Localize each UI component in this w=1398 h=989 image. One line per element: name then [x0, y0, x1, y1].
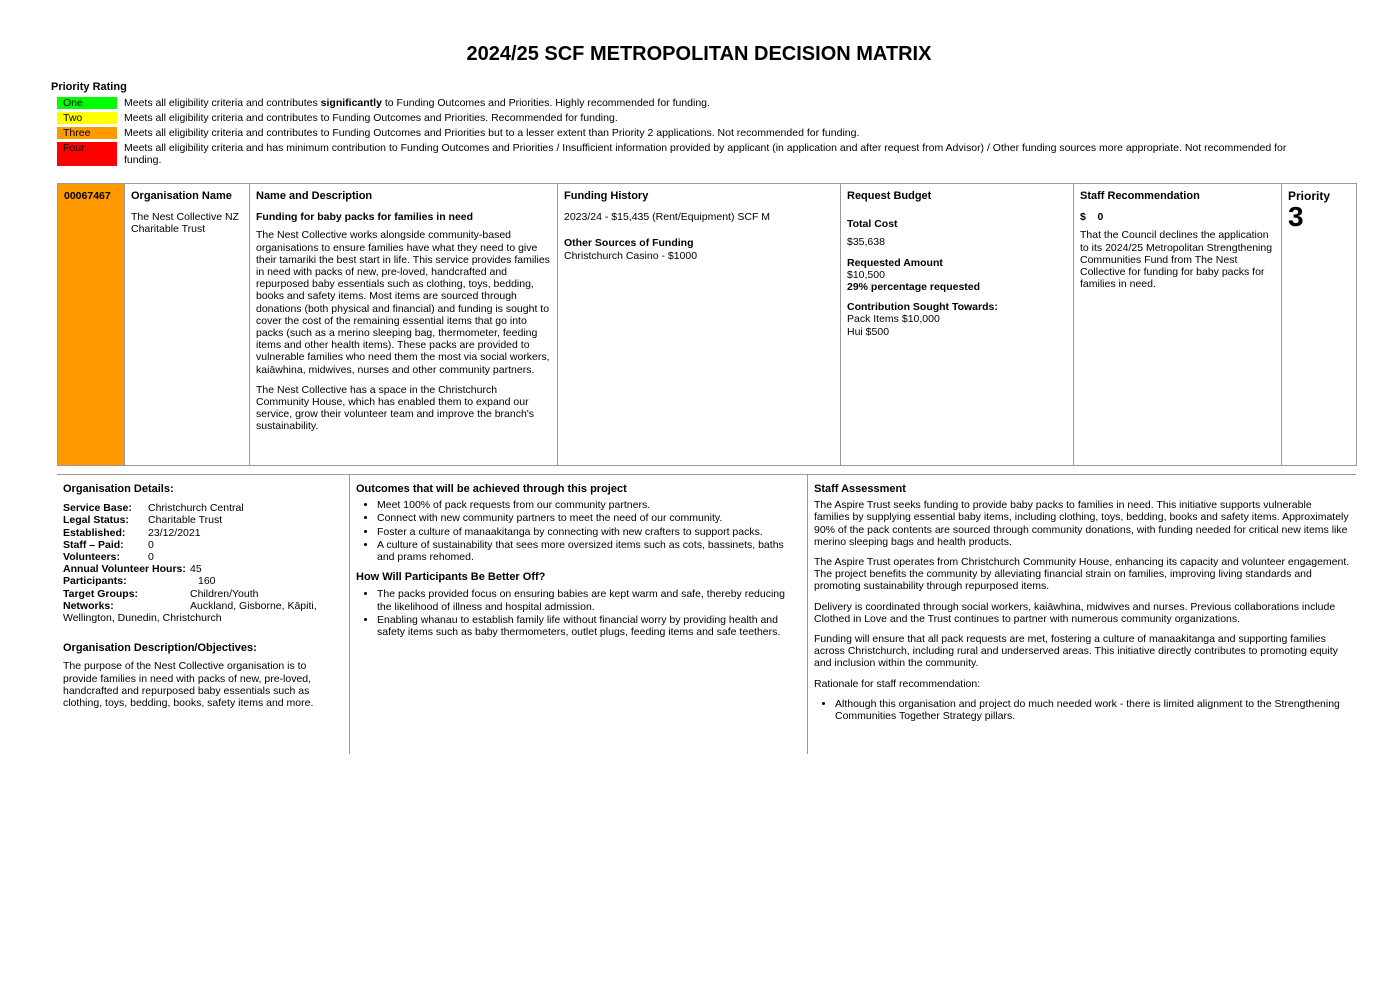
detail-row: Service Base: Christchurch Central — [63, 502, 244, 515]
page-title: 2024/25 SCF METROPOLITAN DECISION MATRIX — [466, 43, 932, 65]
organisation-details-column — [57, 475, 349, 754]
rationale-heading: Rationale for staff recommendation: — [814, 677, 981, 690]
staff-assessment-column — [807, 475, 1356, 754]
priority-swatch-four: Four — [57, 142, 117, 166]
requested-amount-label: Requested Amount — [847, 256, 943, 269]
legend-row-three — [57, 127, 1317, 139]
org-name-header: Organisation Name — [131, 190, 232, 202]
detail-row: Legal Status: Charitable Trust — [63, 514, 223, 527]
better-off-heading: How Will Participants Be Better Off? — [356, 571, 546, 584]
project-title: Funding for baby packs for families in need — [256, 211, 474, 224]
total-cost-value: $35,638 — [847, 236, 885, 249]
other-funding-line: Christchurch Casino - $1000 — [564, 249, 698, 262]
assessment-paragraph: Delivery is coordinated through social workers, kaiāwhina, midwives and nurses. Previous collaborations include Clothed in Love and the Trust continues to partner with numerous community organizations. — [814, 600, 1336, 625]
percentage-requested: 29% percentage requested — [847, 281, 981, 294]
detail-row: Target Groups: Children/Youth — [63, 587, 259, 600]
description-paragraph: The Nest Collective has a space in the Christchurch Community House, which has enabled them to expand our service, grow their volunteer team and improve the branch's sustainability. — [256, 383, 535, 433]
priority-swatch-three: Three — [57, 127, 117, 139]
request-budget-header: Request Budget — [847, 190, 932, 202]
better-off-list — [356, 588, 801, 638]
legend-desc-three: Meets all eligibility criteria and contributes to Funding Outcomes and Priorities but to a lesser extent than Priority 2 applications. Not recommended for funding. — [124, 127, 860, 139]
priority-rating-heading: Priority Rating — [51, 81, 127, 93]
detail-row: Networks: Auckland, Gisborne, Kāpiti, — [63, 599, 317, 612]
detail-row: Annual Volunteer Hours: 45 — [63, 563, 202, 576]
assessment-paragraph: The Aspire Trust seeks funding to provide baby packs to families in need. This initiative supports vulnerable families by supplying essential baby items, including clothing, toys, bedding, books and safety items. Approximately 90% of the pack contents are sourced through community donations, with funding needed for critical new items like merino sleeping bags and health products. — [814, 499, 1349, 548]
description-cell — [250, 184, 558, 466]
list-item: • Although this organisation and project do much needed work - there is limited alignment to the Strengthening Communities Together Strategy pillars. — [835, 698, 1350, 722]
list-item: • A culture of sustainability that sees more oversized items such as cots, bassinets, baths and prams rehomed. — [377, 539, 801, 563]
list-item: • Connect with new community partners to meet the need of our community. — [377, 512, 801, 524]
priority-swatch-one: One — [57, 97, 117, 109]
networks-continued: Wellington, Dunedin, Christchurch — [63, 612, 222, 625]
org-name: The Nest Collective NZ Charitable Trust — [131, 211, 239, 236]
name-desc-header: Name and Description — [256, 190, 373, 202]
requested-amount-value: $10,500 — [847, 268, 885, 281]
legend-row-two — [57, 112, 1317, 124]
organisation-cell — [125, 184, 250, 466]
legend-desc-four: Meets all eligibility criteria and has minimum contribution to Funding Outcomes and Priorities / Insufficient information provided by applicant (in application and after request from Advisor) / Other funding sources more appropriate. Not recommended for funding. — [124, 142, 1287, 166]
priority-value: 3 — [1288, 201, 1304, 233]
funding-history-header: Funding History — [564, 190, 649, 202]
priority-legend — [57, 97, 1317, 169]
org-objectives-heading: Organisation Description/Objectives: — [63, 642, 257, 655]
staff-recommendation-cell — [1074, 184, 1282, 466]
contribution-item: Hui $500 — [847, 325, 890, 338]
list-item: • Enabling whanau to establish family life without financial worry by providing health and safety items such as baby thermometers, outlet plugs, feeding items and safe teethers. — [377, 614, 801, 638]
detail-row: Established: 23/12/2021 — [63, 526, 201, 539]
legend-row-four — [57, 142, 1317, 166]
priority-cell — [1282, 184, 1357, 466]
recommendation-text: That the Council declines the application to its 2024/25 Metropolitan Strengthening Communities Fund from The Nest Collective for funding for baby packs for families in need. — [1080, 229, 1273, 291]
other-funding-header: Other Sources of Funding — [564, 237, 694, 250]
org-objectives-text: The purpose of the Nest Collective organisation is to provide families in need with packs of new, pre-loved, handcrafted and repurposed baby essentials such as clothing, toys, bedding, books, safety items and more. — [63, 660, 314, 710]
detail-row: Volunteers: 0 — [63, 551, 154, 564]
total-cost-label: Total Cost — [847, 218, 898, 231]
outcomes-heading: Outcomes that will be achieved through this project — [356, 483, 627, 495]
staff-assessment-heading: Staff Assessment — [814, 483, 906, 495]
list-item: • Meet 100% of pack requests from our community partners. — [377, 499, 801, 511]
rationale-list — [814, 698, 1350, 722]
contribution-item: Pack Items $10,000 — [847, 313, 940, 326]
assessment-paragraph: Funding will ensure that all pack requests are met, fostering a culture of manaakitanga and supporting families across Christchurch, including rural and underserved areas. This initiative directly contributes to promoting equity and inclusion within the community. — [814, 633, 1338, 670]
list-item: • Foster a culture of manaakitanga by connecting with new crafters to support packs. — [377, 526, 801, 538]
priority-swatch-two: Two — [57, 112, 117, 124]
staff-recommendation-header: Staff Recommendation — [1080, 190, 1200, 202]
legend-desc-one: Meets all eligibility criteria and contributes significantly to Funding Outcomes and Priorities. Highly recommended for funding. — [124, 97, 710, 109]
funding-history-line: 2023/24 - $15,435 (Rent/Equipment) SCF M — [564, 211, 771, 224]
application-id: 00067467 — [64, 190, 111, 202]
request-budget-cell — [841, 184, 1074, 466]
assessment-section — [57, 474, 1356, 754]
outcomes-list — [356, 499, 801, 563]
description-paragraph: The Nest Collective works alongside community-based organisations to ensure families have what they need to give their tamariki the best start in life. This service provides families in need with packs of new, pre-loved, handcrafted and repurposed baby essentials such as clothing, toys, bedding, books and safety items. Most items are sourced through donations (both physical and financial) and funding is sought to cover the cost of the remaining essential items that go into packs (such as a merino sleeping bag, thermometer, feeding items and other health items). These packs are provided to vulnerable families who need them the most via social workers, kaiāwhina, midwives, nurses and other community partners. — [256, 229, 550, 376]
outcomes-column — [349, 475, 807, 754]
legend-desc-two: Meets all eligibility criteria and contributes to Funding Outcomes and Priorities. Recommended for funding. — [124, 112, 618, 124]
priority-header: Priority — [1288, 189, 1331, 203]
contribution-label: Contribution Sought Towards: — [847, 301, 998, 314]
assessment-paragraph: The Aspire Trust operates from Christchurch Community House, enhancing its capacity and volunteer engagement. The project benefits the community by alleviating financial strain on families, improving living standards and promoting sustainability through repurposed items. — [814, 556, 1350, 593]
application-table — [57, 183, 1357, 466]
detail-row: Participants: 160 — [63, 575, 216, 588]
detail-row: Staff – Paid: 0 — [63, 538, 154, 551]
org-details-heading: Organisation Details: — [63, 483, 174, 495]
legend-row-one — [57, 97, 1317, 109]
application-id-cell — [58, 184, 125, 466]
funding-history-cell — [558, 184, 841, 466]
recommended-amount: $ 0 — [1080, 211, 1104, 224]
list-item: • The packs provided focus on ensuring babies are kept warm and safe, thereby reducing the likelihood of illness and hospital admission. — [377, 588, 801, 612]
